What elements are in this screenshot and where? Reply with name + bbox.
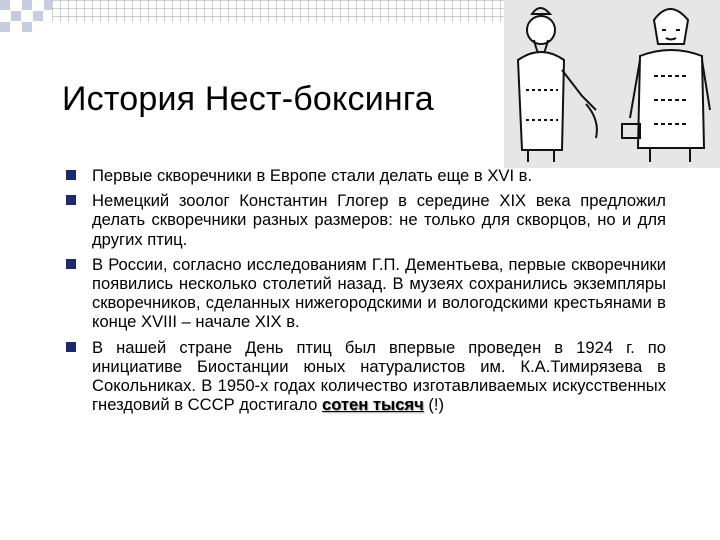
peasants-drawing-icon <box>504 0 720 168</box>
list-item <box>64 255 666 332</box>
slide-title: История Нест-боксинга <box>62 80 434 118</box>
bullet-text-end: (!) <box>423 395 445 415</box>
list-item <box>64 338 666 415</box>
bullet-text: Немецкий зоолог Константин Глогер в середине XIX века предложил делать скворечники разных размеров: не только для скворцов, но и для других птиц. <box>92 191 666 249</box>
bullet-list <box>64 166 666 420</box>
square-bullet-icon <box>66 195 76 205</box>
square-bullet-icon <box>66 342 76 352</box>
list-item <box>64 166 666 185</box>
square-bullet-icon <box>66 259 76 269</box>
square-bullet-icon <box>66 170 76 180</box>
illustration <box>504 0 720 168</box>
emphasis-text: сотен тысяч <box>321 395 424 415</box>
list-item <box>64 191 666 249</box>
header-grid-bar <box>52 0 512 22</box>
bullet-text: В России, согласно исследованиям Г.П. Дементьева, первые скворечники появились несколько столетий назад. В музеях сохранились экземпляры скворечников, сделанных нижегородскими и вологодскими крестьянами в конце XVIII – начале XIX в. <box>92 254 666 332</box>
bullet-text: В нашей стране День птиц был впервые проведен в 1924 г. по инициативе Биостанции юных натуралистов им. К.А.Тимирязева в Сокольниках. В 1950-х годах количество изготавливаемых искусственных гнездовий в СССР достигало <box>92 337 666 415</box>
decorative-squares <box>0 0 60 40</box>
bullet-text: Первые скворечники в Европе стали делать еще в XVI в. <box>92 166 533 185</box>
